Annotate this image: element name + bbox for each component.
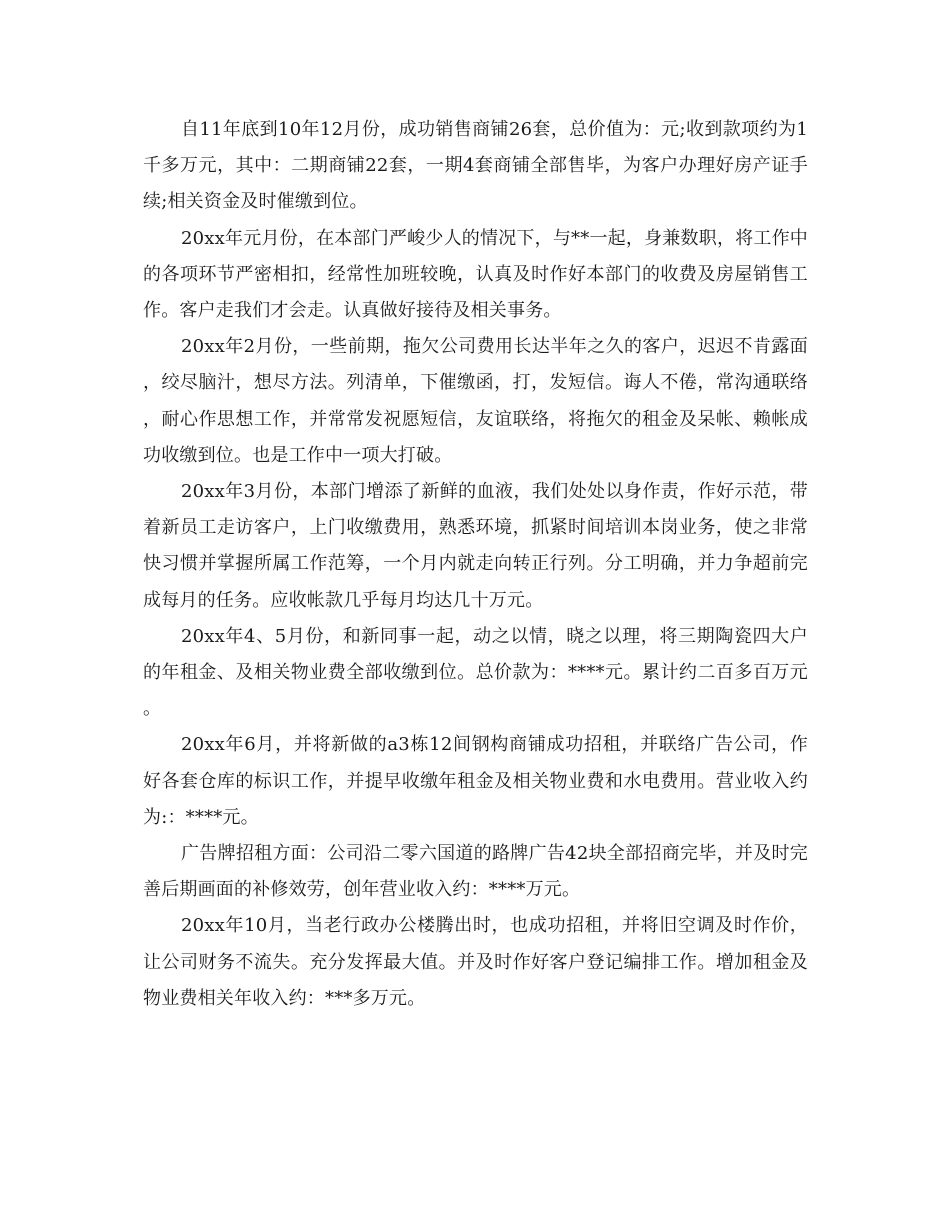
- paragraph-1: 自11年底到10年12月份，成功销售商铺26套，总价值为：元;收到款项约为1千多万元，其中：二期商铺22套，一期4套商铺全部售毕，为客户办理好房产证手续;相关资金及时催缴到位。: [143, 119, 808, 213]
- document-body: [143, 112, 808, 1017]
- paragraph-7: 广告牌招租方面：公司沿二零六国道的路牌广告42块全部招商完毕，并及时完善后期画面的补修效劳，创年营业收入约：****万元。: [143, 843, 808, 901]
- paragraph-6: 20xx年6月，并将新做的a3栋12间钢构商铺成功招租，并联络广告公司，作好各套仓库的标识工作，并提早收缴年租金及相关物业费和水电费用。营业收入约为:：****元。: [143, 734, 808, 828]
- paragraph-2: 20xx年元月份，在本部门严峻少人的情况下，与**一起，身兼数职，将工作中的各项环节严密相扣，经常性加班较晚，认真及时作好本部门的收费及房屋销售工作。客户走我们才会走。认真做好接待及相关事务。: [143, 227, 808, 322]
- paragraph-5: 20xx年4、5月份，和新同事一起，动之以情，晓之以理，将三期陶瓷四大户的年租金、及相关物业费全部收缴到位。总价款为：****元。累计约二百多百万元。: [143, 625, 808, 720]
- paragraph-3: 20xx年2月份，一些前期，拖欠公司费用长达半年之久的客户，迟迟不肯露面，绞尽脑汁，想尽方法。列清单，下催缴函，打，发短信。诲人不倦，常沟通联络，耐心作思想工作，并常常发祝愿短信，友谊联络，将拖欠的租金及呆帐、赖帐成功收缴到位。也是工作中一项大打破。: [143, 336, 808, 466]
- paragraph-4: 20xx年3月份，本部门增添了新鲜的血液，我们处处以身作责，作好示范，带着新员工走访客户，上门收缴费用，熟悉环境，抓紧时间培训本岗业务，使之非常快习惯并掌握所属工作范筹，一个月内就走向转正行列。分工明确，并力争超前完成每月的任务。应收帐款几乎每月均达几十万元。: [143, 481, 808, 611]
- paragraph-8: 20xx年10月，当老行政办公楼腾出时，也成功招租，并将旧空调及时作价，让公司财务不流失。充分发挥最大值。并及时作好客户登记编排工作。增加租金及物业费相关年收入约：***多万元。: [143, 915, 808, 1009]
